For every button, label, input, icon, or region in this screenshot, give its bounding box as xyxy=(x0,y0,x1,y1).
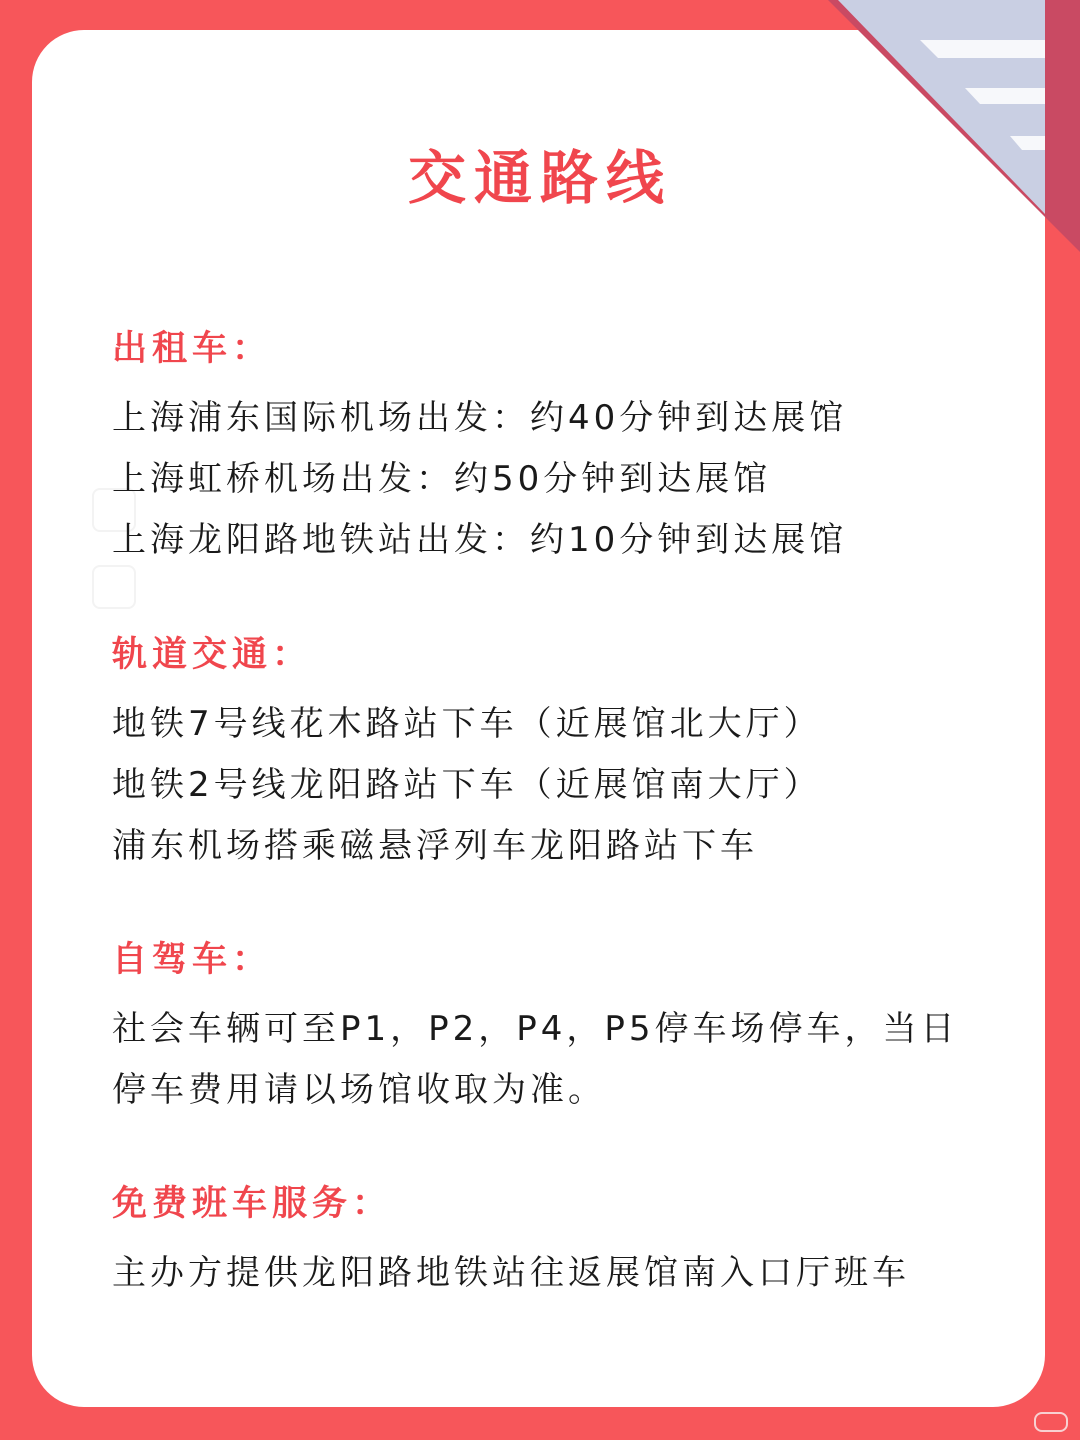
page-title: 交通路线 xyxy=(407,144,672,212)
driving-paragraph: 社会车辆可至P1，P2，P4，P5停车场停车，当日停车费用请以场馆收取为准。 xyxy=(112,1009,959,1110)
taxi-line-longyang: 上海龙阳路地铁站出发：约10分钟到达展馆 xyxy=(112,520,848,560)
section-lines-rail xyxy=(112,694,1012,877)
rail-line-metro2: 地铁2号线龙阳路站下车（近展馆南大厅） xyxy=(112,765,822,805)
section-shuttle xyxy=(112,1182,1012,1304)
section-heading-shuttle: 免费班车服务： xyxy=(112,1184,393,1224)
section-heading-taxi: 出租车： xyxy=(112,329,273,369)
watermark-icon xyxy=(1034,1412,1068,1432)
shuttle-line: 主办方提供龙阳路地铁站往返展馆南入口厅班车 xyxy=(112,1253,910,1293)
rail-line-metro7: 地铁7号线花木路站下车（近展馆北大厅） xyxy=(112,704,822,744)
section-heading-rail: 轨道交通： xyxy=(112,635,313,675)
faint-location-icon xyxy=(92,565,136,609)
section-heading-driving: 自驾车： xyxy=(112,940,273,980)
rail-line-maglev: 浦东机场搭乘磁悬浮列车龙阳路站下车 xyxy=(112,826,758,866)
section-lines-taxi xyxy=(112,388,1012,571)
section-lines-driving xyxy=(112,999,1012,1121)
taxi-line-pudong: 上海浦东国际机场出发：约40分钟到达展馆 xyxy=(112,398,848,438)
section-driving xyxy=(112,938,1012,1121)
taxi-line-hongqiao: 上海虹桥机场出发：约50分钟到达展馆 xyxy=(112,459,772,499)
section-lines-shuttle xyxy=(112,1243,1012,1304)
section-taxi xyxy=(112,327,1012,571)
section-rail xyxy=(112,633,1012,877)
